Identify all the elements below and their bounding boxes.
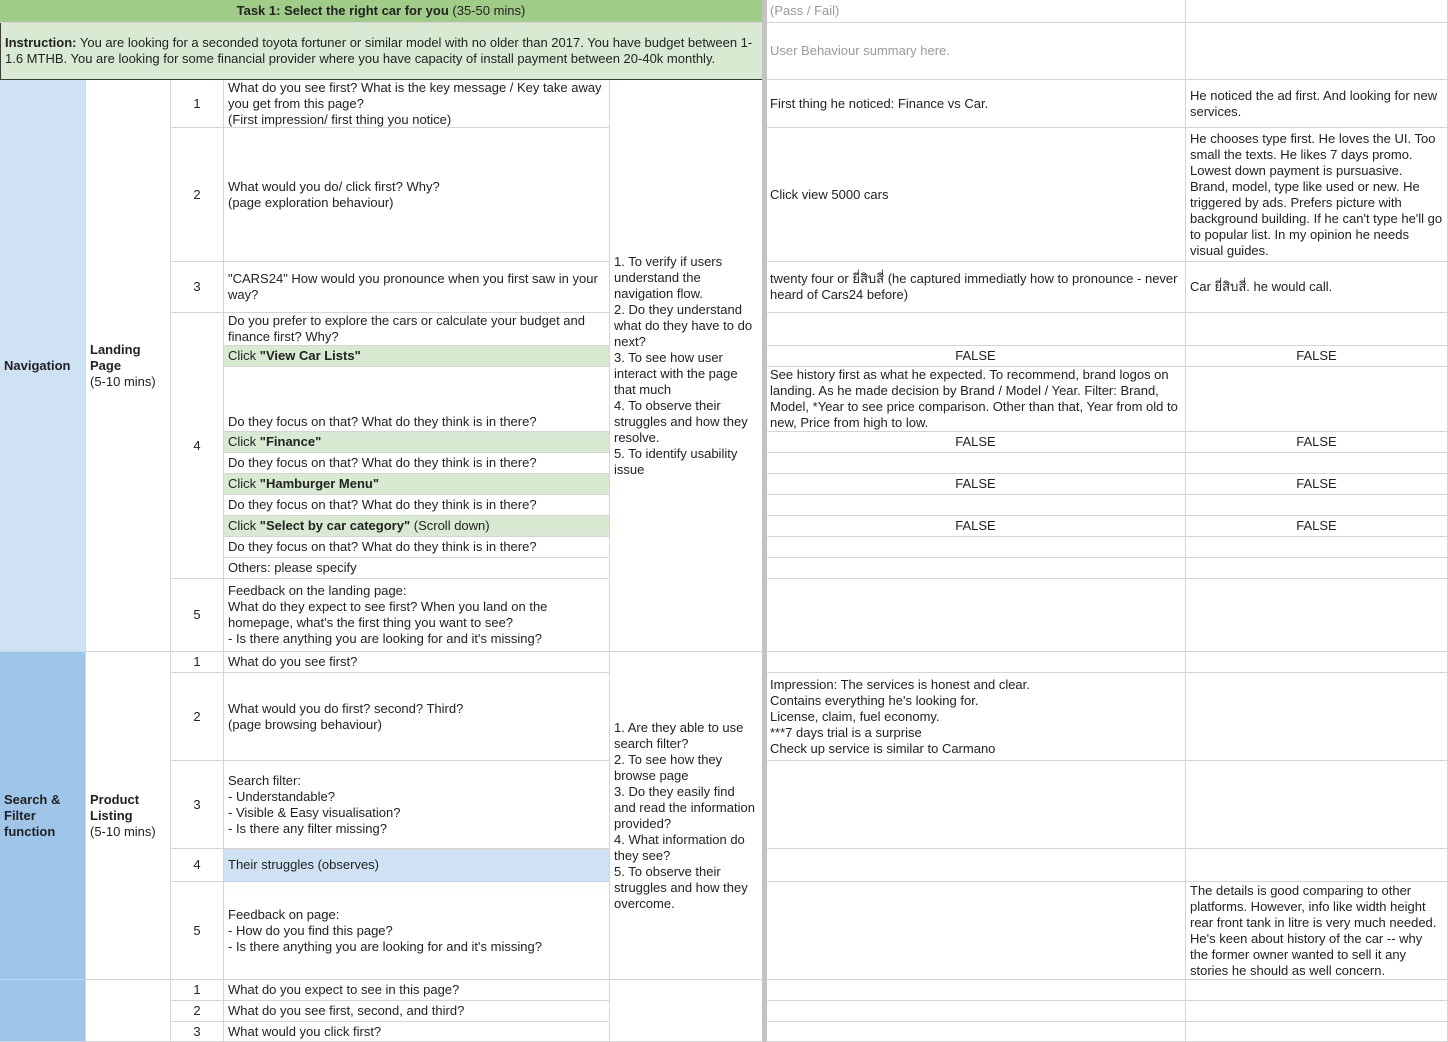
result-false: FALSE bbox=[955, 518, 996, 533]
question-cell[interactable] bbox=[224, 980, 610, 1001]
notes-text: The details is good comparing to other platforms. However, info like width height rear front tank in litre is very much needed. He's keen about history of the car -- why the former owner wanted to sell it any stories he should as well concern. bbox=[1190, 882, 1441, 978]
row-number-text: 4 bbox=[193, 857, 201, 872]
notes-cell[interactable] bbox=[1186, 652, 1448, 673]
result-cell[interactable] bbox=[766, 579, 1186, 652]
question-cell[interactable] bbox=[224, 652, 610, 673]
row-number-text: 1 bbox=[193, 982, 201, 997]
result-cell[interactable] bbox=[766, 761, 1186, 849]
page-next[interactable] bbox=[86, 980, 171, 1042]
result-cell[interactable] bbox=[766, 432, 1186, 453]
question-cell[interactable] bbox=[224, 761, 610, 849]
result-cell[interactable] bbox=[766, 367, 1186, 432]
result-cell[interactable] bbox=[766, 474, 1186, 495]
question-cell[interactable] bbox=[224, 367, 610, 432]
notes-cell[interactable] bbox=[1186, 537, 1448, 558]
notes-cell[interactable] bbox=[1186, 367, 1448, 432]
question-text: Do they focus on that? What do they think is in there? bbox=[228, 414, 537, 429]
result-cell[interactable] bbox=[766, 80, 1186, 128]
result-text: twenty four or ยี่สิบสี่ (he captured immediatly how to pronounce - never heard of Cars24 before) bbox=[770, 271, 1182, 302]
summary-placeholder: User Behaviour summary here. bbox=[770, 43, 950, 58]
objectives-navigation[interactable] bbox=[610, 80, 763, 652]
row-number[interactable] bbox=[171, 652, 224, 673]
question-text: Others: please specify bbox=[228, 560, 357, 575]
row-number[interactable] bbox=[171, 262, 224, 313]
click-label: Click bbox=[228, 434, 260, 449]
summary-cell[interactable] bbox=[766, 23, 1186, 80]
row-number[interactable] bbox=[171, 761, 224, 849]
result-cell[interactable] bbox=[766, 453, 1186, 474]
question-text: What would you do/ click first? Why? (page exploration behaviour) bbox=[228, 178, 440, 210]
notes-cell[interactable] bbox=[1186, 849, 1448, 882]
notes-text: He noticed the ad first. And looking for new services. bbox=[1190, 87, 1441, 119]
result-cell[interactable] bbox=[766, 516, 1186, 537]
result-cell[interactable] bbox=[766, 128, 1186, 262]
task-target: "View Car Lists" bbox=[259, 348, 361, 363]
row-number-text: 1 bbox=[193, 95, 201, 111]
row-number-text: 1 bbox=[193, 654, 201, 669]
instruction-cell[interactable] bbox=[0, 23, 763, 80]
result-text: First thing he noticed: Finance vs Car. bbox=[770, 95, 989, 111]
page-landing[interactable] bbox=[86, 80, 171, 652]
click-label: Click bbox=[228, 348, 260, 363]
notes-cell[interactable] bbox=[1186, 346, 1448, 367]
row-number[interactable] bbox=[171, 849, 224, 882]
section-search-label: Search & Filter function bbox=[4, 791, 61, 839]
question-text: Do they focus on that? What do they think is in there? bbox=[228, 539, 537, 554]
click-task-hamburger[interactable] bbox=[224, 474, 610, 495]
notes-cell[interactable] bbox=[1186, 313, 1448, 346]
pass-fail-cell[interactable] bbox=[766, 0, 1186, 23]
result-cell[interactable] bbox=[766, 495, 1186, 516]
task-hint: (Scroll down) bbox=[410, 518, 490, 533]
instruction-label: Instruction: bbox=[5, 35, 77, 50]
question-text: What would you click first? bbox=[228, 1023, 382, 1039]
row-number-text: 5 bbox=[193, 607, 201, 622]
result-text: Click view 5000 cars bbox=[770, 186, 889, 202]
notes-false: FALSE bbox=[1296, 348, 1337, 363]
question-text: Do they focus on that? What do they think is in there? bbox=[228, 497, 537, 512]
task-title: Task 1: Select the right car for you bbox=[236, 3, 449, 18]
page-landing-time: (5-10 mins) bbox=[90, 373, 156, 389]
question-cell[interactable] bbox=[224, 453, 610, 474]
question-text: What do you expect to see in this page? bbox=[228, 982, 460, 997]
result-cell[interactable] bbox=[766, 1001, 1186, 1022]
result-cell[interactable] bbox=[766, 673, 1186, 761]
question-cell[interactable] bbox=[224, 849, 610, 882]
click-label: Click bbox=[228, 518, 260, 533]
row-number-text: 2 bbox=[193, 186, 201, 202]
question-cell[interactable] bbox=[224, 128, 610, 262]
objectives-next[interactable] bbox=[610, 980, 763, 1042]
question-text: "CARS24" How would you pronounce when you first saw in your way? bbox=[228, 271, 602, 302]
row-number[interactable] bbox=[171, 128, 224, 262]
question-cell[interactable] bbox=[224, 558, 610, 579]
row-number[interactable] bbox=[171, 673, 224, 761]
question-cell[interactable] bbox=[224, 1022, 610, 1042]
notes-cell[interactable] bbox=[1186, 262, 1448, 313]
result-cell[interactable] bbox=[766, 262, 1186, 313]
click-label: Click bbox=[228, 476, 260, 491]
question-text: Feedback on page: - How do you find this page? - Is there anything you are looking for and it's missing? bbox=[228, 906, 542, 954]
result-cell[interactable] bbox=[766, 849, 1186, 882]
result-text: Impression: The services is honest and clear. Contains everything he's looking for. License, claim, fuel economy. ***7 days trial is a surprise Check up service is similar to Carmano bbox=[770, 676, 1030, 756]
objectives-text: 1. To verify if users understand the navigation flow. 2. Do they understand what do they have to do next? 3. To see how user interact with the page that much 4. To observe their struggles and how they resolve. 5. To identify usability issue bbox=[614, 253, 753, 477]
question-text: Do you prefer to explore the cars or calculate your budget and finance first? Why? bbox=[228, 313, 589, 344]
objectives-search[interactable] bbox=[610, 652, 763, 980]
row-number[interactable] bbox=[171, 80, 224, 128]
notes-cell[interactable] bbox=[1186, 516, 1448, 537]
result-false: FALSE bbox=[955, 476, 996, 491]
page-listing[interactable] bbox=[86, 652, 171, 980]
notes-cell[interactable] bbox=[1186, 432, 1448, 453]
notes-text: Car ยี่สิบสี่. he would call. bbox=[1190, 279, 1333, 294]
notes-text: He chooses type first. He loves the UI. Too small the texts. He likes 7 days promo. Lowest down payment is pursuasive. Brand, model, type like used or new. He triggered by ads. Prefers picture with background building. If he can't type he'll go to popular list. In my opinion he needs visual guides. bbox=[1190, 130, 1446, 258]
notes-cell[interactable] bbox=[1186, 579, 1448, 652]
page-listing-time: (5-10 mins) bbox=[90, 823, 156, 839]
row-number-text: 3 bbox=[193, 796, 201, 812]
notes-cell[interactable] bbox=[1186, 474, 1448, 495]
result-cell[interactable] bbox=[766, 1022, 1186, 1042]
notes-false: FALSE bbox=[1296, 434, 1337, 449]
row-number[interactable] bbox=[171, 1001, 224, 1022]
task-target: "Select by car category" bbox=[259, 518, 411, 533]
notes-cell[interactable] bbox=[1186, 128, 1448, 262]
task-time: (35-50 mins) bbox=[448, 3, 526, 18]
row-number-text: 4 bbox=[193, 437, 201, 453]
click-task-select-category[interactable] bbox=[224, 516, 610, 537]
question-text: What do you see first? What is the key message / Key take away you get from this page? (First impression/ first thing you notice) bbox=[228, 80, 602, 127]
question-text: What do you see first? bbox=[228, 654, 358, 669]
notes-cell[interactable] bbox=[1186, 673, 1448, 761]
page-landing-name: Landing Page bbox=[90, 341, 141, 373]
result-cell[interactable] bbox=[766, 537, 1186, 558]
notes-cell[interactable] bbox=[1186, 980, 1448, 1001]
section-next[interactable] bbox=[0, 980, 86, 1042]
task-target: "Finance" bbox=[259, 434, 322, 449]
header-empty-cell[interactable] bbox=[1186, 0, 1448, 23]
notes-cell[interactable] bbox=[1186, 882, 1448, 980]
notes-cell[interactable] bbox=[1186, 1022, 1448, 1042]
notes-false: FALSE bbox=[1296, 476, 1337, 491]
question-text: What do you see first, second, and third? bbox=[228, 1003, 465, 1018]
row-number[interactable] bbox=[171, 882, 224, 980]
page-listing-name: Product Listing bbox=[90, 791, 140, 823]
question-cell[interactable] bbox=[224, 313, 610, 346]
row-number[interactable] bbox=[171, 579, 224, 652]
question-cell[interactable] bbox=[224, 673, 610, 761]
question-cell[interactable] bbox=[224, 262, 610, 313]
result-false: FALSE bbox=[955, 434, 996, 449]
notes-false: FALSE bbox=[1296, 518, 1337, 533]
notes-cell[interactable] bbox=[1186, 1001, 1448, 1022]
result-text: See history first as what he expected. To recommend, brand logos on landing. As he made decision by Brand / Model / Year. Filter: Brand, Model, *Year to see price comparison. Other than that, Year from old to new, Price from high to low. bbox=[770, 367, 1182, 430]
notes-cell[interactable] bbox=[1186, 558, 1448, 579]
result-cell[interactable] bbox=[766, 313, 1186, 346]
section-navigation-label: Navigation bbox=[4, 357, 71, 373]
question-cell[interactable] bbox=[224, 882, 610, 980]
question-text: Feedback on the landing page: What do they expect to see first? When you land on the homepage, what's the first thing you want to see? - Is there anything you are looking for and it's missing? bbox=[228, 583, 548, 646]
result-false: FALSE bbox=[955, 348, 996, 363]
notes-cell[interactable] bbox=[1186, 80, 1448, 128]
notes-cell[interactable] bbox=[1186, 453, 1448, 474]
instruction-text: You are looking for a seconded toyota fortuner or similar model with no older than 2017. You have budget between 1-1.6 MTHB. You are looking for some financial provider where you have capacity of install payment between 20-40k monthly. bbox=[5, 35, 753, 66]
task-title-cell[interactable] bbox=[0, 0, 763, 23]
question-text: What would you do first? second? Third? (page browsing behaviour) bbox=[228, 700, 464, 732]
objectives-text: 1. Are they able to use search filter? 2. To see how they browse page 3. Do they easily find and read the information provided? 4. What information do they see? 5. To observe their struggles and how they overcome. bbox=[614, 719, 755, 911]
row-number[interactable] bbox=[171, 313, 224, 579]
result-cell[interactable] bbox=[766, 882, 1186, 980]
question-cell[interactable] bbox=[224, 80, 610, 128]
click-task-finance[interactable] bbox=[224, 432, 610, 453]
question-cell[interactable] bbox=[224, 579, 610, 652]
row-number[interactable] bbox=[171, 980, 224, 1001]
row-number-text: 5 bbox=[193, 922, 201, 938]
result-cell[interactable] bbox=[766, 980, 1186, 1001]
row-number-text: 2 bbox=[193, 1003, 201, 1018]
question-text: Search filter: - Understandable? - Visible & Easy visualisation? - Is there any filter missing? bbox=[228, 772, 401, 836]
notes-cell[interactable] bbox=[1186, 495, 1448, 516]
summary-empty-cell[interactable] bbox=[1186, 23, 1448, 80]
task-target: "Hamburger Menu" bbox=[259, 476, 380, 491]
result-cell[interactable] bbox=[766, 652, 1186, 673]
notes-cell[interactable] bbox=[1186, 761, 1448, 849]
result-cell[interactable] bbox=[766, 558, 1186, 579]
row-number-text: 3 bbox=[193, 279, 201, 294]
result-cell[interactable] bbox=[766, 346, 1186, 367]
section-search-filter[interactable] bbox=[0, 652, 86, 980]
question-text: Do they focus on that? What do they think is in there? bbox=[228, 455, 537, 470]
section-navigation[interactable] bbox=[0, 80, 86, 652]
row-number[interactable] bbox=[171, 1022, 224, 1042]
row-number-text: 2 bbox=[193, 708, 201, 724]
question-cell[interactable] bbox=[224, 1001, 610, 1022]
question-text: Their struggles (observes) bbox=[228, 857, 379, 872]
pass-fail-label: (Pass / Fail) bbox=[770, 3, 840, 18]
click-task-view-car-lists[interactable] bbox=[224, 346, 610, 367]
row-number-text: 3 bbox=[193, 1023, 201, 1039]
question-cell[interactable] bbox=[224, 495, 610, 516]
question-cell[interactable] bbox=[224, 537, 610, 558]
